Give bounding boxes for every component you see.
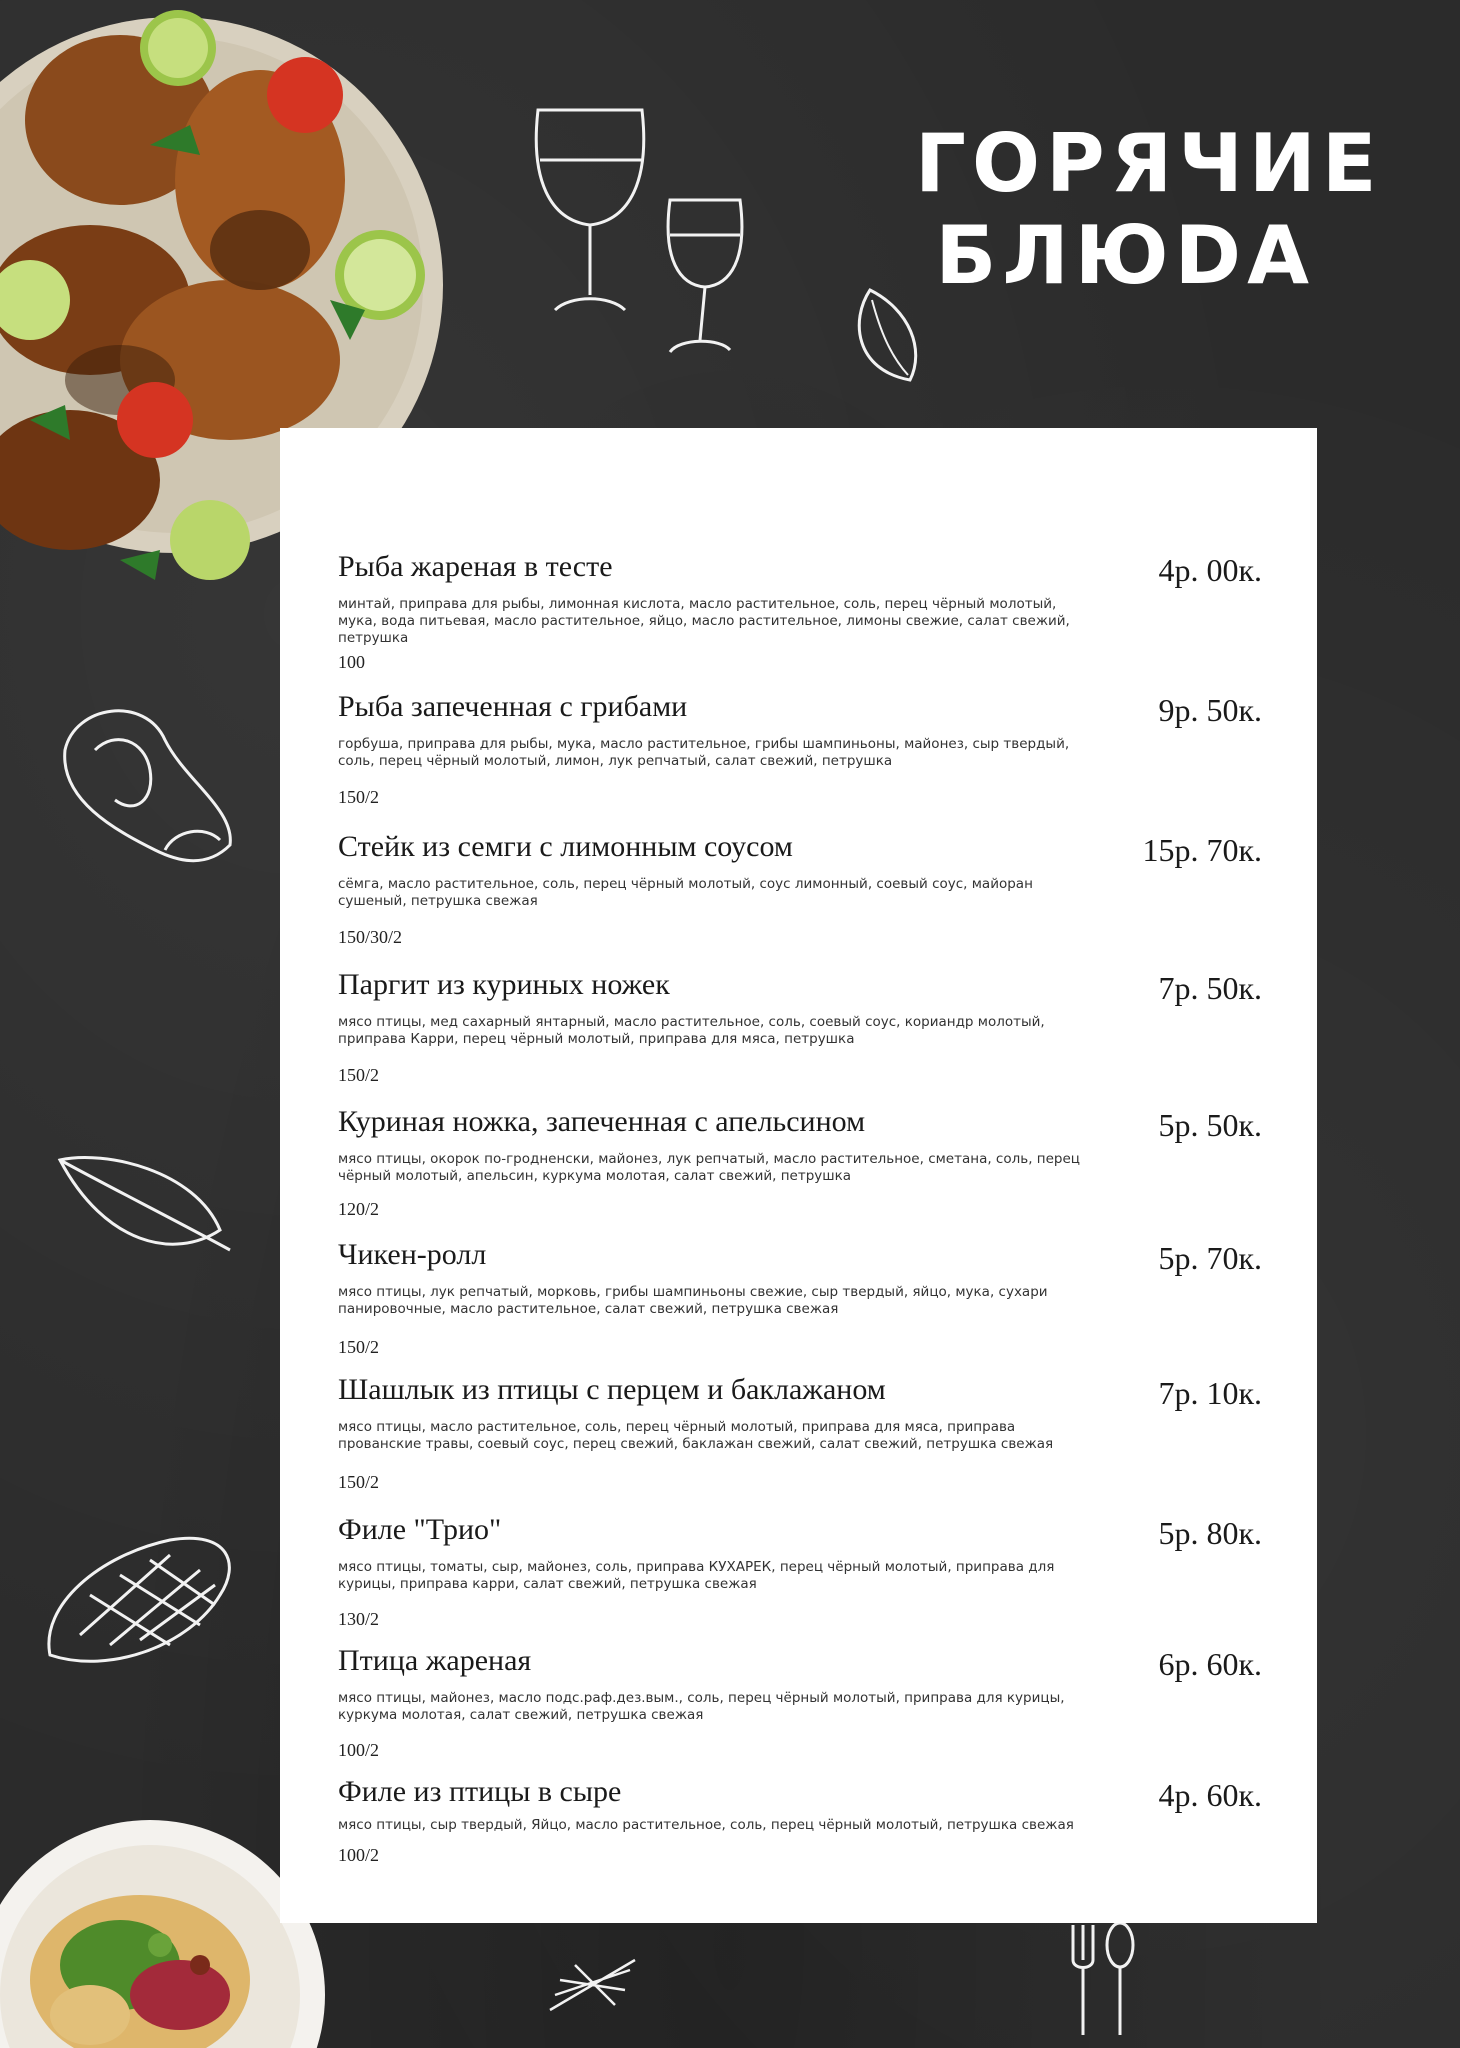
item-description: мясо птицы, мед сахарный янтарный, масло растительное, соль, соевый соус, кориандр молотый, приправа Карри, перец чёрный молотый, приправа для мяса, петрушка [338,1014,1045,1047]
item-description: мясо птицы, окорок по-гродненски, майонез, лук репчатый, масло растительное, сметана, соль, перец чёрный молотый, апельсин, куркума молотая, салат свежий, петрушка [338,1151,1080,1184]
salad-plate-photo [0,1805,325,2048]
item-name: Рыба жареная в тесте [338,550,613,583]
item-price: 4р. 00к. [1158,552,1262,588]
item-weight: 100 [338,652,365,672]
item-description: мясо птицы, лук репчатый, морковь, грибы шампиньоны свежие, сыр твердый, яйцо, мука, сухари панировочные, масло растительное, салат свежий, петрушка свежая [338,1284,1048,1317]
fish-steak-icon [55,700,245,875]
item-price: 5р. 70к. [1158,1240,1262,1276]
title-line-1: ГОРЯЧИЕ [915,117,1383,210]
item-weight: 150/2 [338,1065,380,1085]
item-price: 4р. 60к. [1158,1777,1262,1813]
item-price: 7р. 10к. [1158,1375,1262,1411]
item-weight: 130/2 [338,1609,380,1629]
item-name: Филе "Трио" [338,1513,502,1546]
page-title [915,117,1383,302]
item-price: 9р. 50к. [1158,692,1262,728]
item-description: минтай, приправа для рыбы, лимонная кислота, масло растительное, соль, перец чёрный молотый, мука, вода питьевая, масло растительное, яйцо, масло растительное, лимоны свежие, салат свежий, петрушка [338,596,1070,646]
item-description: мясо птицы, сыр твердый, Яйцо, масло растительное, соль, перец чёрный молотый, петрушка свежая [338,1817,1074,1833]
title-line-2: БЛЮDА [935,209,1315,302]
item-name: Паргит из куриных ножек [338,968,670,1001]
menu-sheet [280,428,1317,1923]
item-weight: 100/2 [338,1740,380,1760]
item-weight: 150/2 [338,1337,380,1357]
item-weight: 100/2 [338,1845,380,1865]
item-name: Чикен-ролл [338,1238,487,1271]
item-name: Птица жареная [338,1644,532,1677]
item-price: 7р. 50к. [1158,970,1262,1006]
item-description: сёмга, масло растительное, соль, перец чёрный молотый, соус лимонный, соевый соус, майоран сушеный, петрушка свежая [338,876,1033,909]
item-name: Куриная ножка, запеченная с апельсином [338,1105,866,1138]
fork-spoon-icon [1065,1920,1140,2040]
item-description: мясо птицы, масло растительное, соль, перец чёрный молотый, приправа для мяса, приправа прованские травы, соевый соус, перец свежий, баклажан свежий, салат свежий, петрушка свежая [338,1419,1054,1452]
wine-glasses-icon [530,100,760,370]
grilled-steak-icon [40,1525,240,1680]
item-name: Филе из птицы в сыре [338,1775,622,1808]
item-name: Шашлык из птицы с перцем и баклажаном [338,1373,886,1406]
item-price: 5р. 80к. [1158,1515,1262,1551]
item-weight: 150/30/2 [338,927,403,947]
item-description: мясо птицы, томаты, сыр, майонез, соль, приправа КУХАРЕК, перец чёрный молотый, приправа для курицы, приправа карри, салат свежий, петрушка свежая [338,1559,1055,1592]
item-weight: 150/2 [338,1472,380,1492]
item-price: 5р. 50к. [1158,1107,1262,1143]
item-price: 15р. 70к. [1142,832,1262,868]
item-price: 6р. 60к. [1158,1646,1262,1682]
leaf-icon [55,1150,235,1255]
item-weight: 150/2 [338,787,380,807]
item-name: Рыба запеченная с грибами [338,690,688,723]
herbs-icon [545,1955,640,2015]
item-weight: 120/2 [338,1199,380,1219]
item-description: мясо птицы, майонез, масло подс.раф.дез.вым., соль, перец чёрный молотый, приправа для курицы, куркума молотая, салат свежий, петрушка свежая [338,1690,1065,1723]
item-description: горбуша, приправа для рыбы, мука, масло растительное, грибы шампиньоны, майонез, сыр твердый, соль, перец чёрный молотый, лимон, лук репчатый, салат свежий, петрушка [338,736,1070,769]
item-name: Стейк из семги с лимонным соусом [338,830,793,863]
